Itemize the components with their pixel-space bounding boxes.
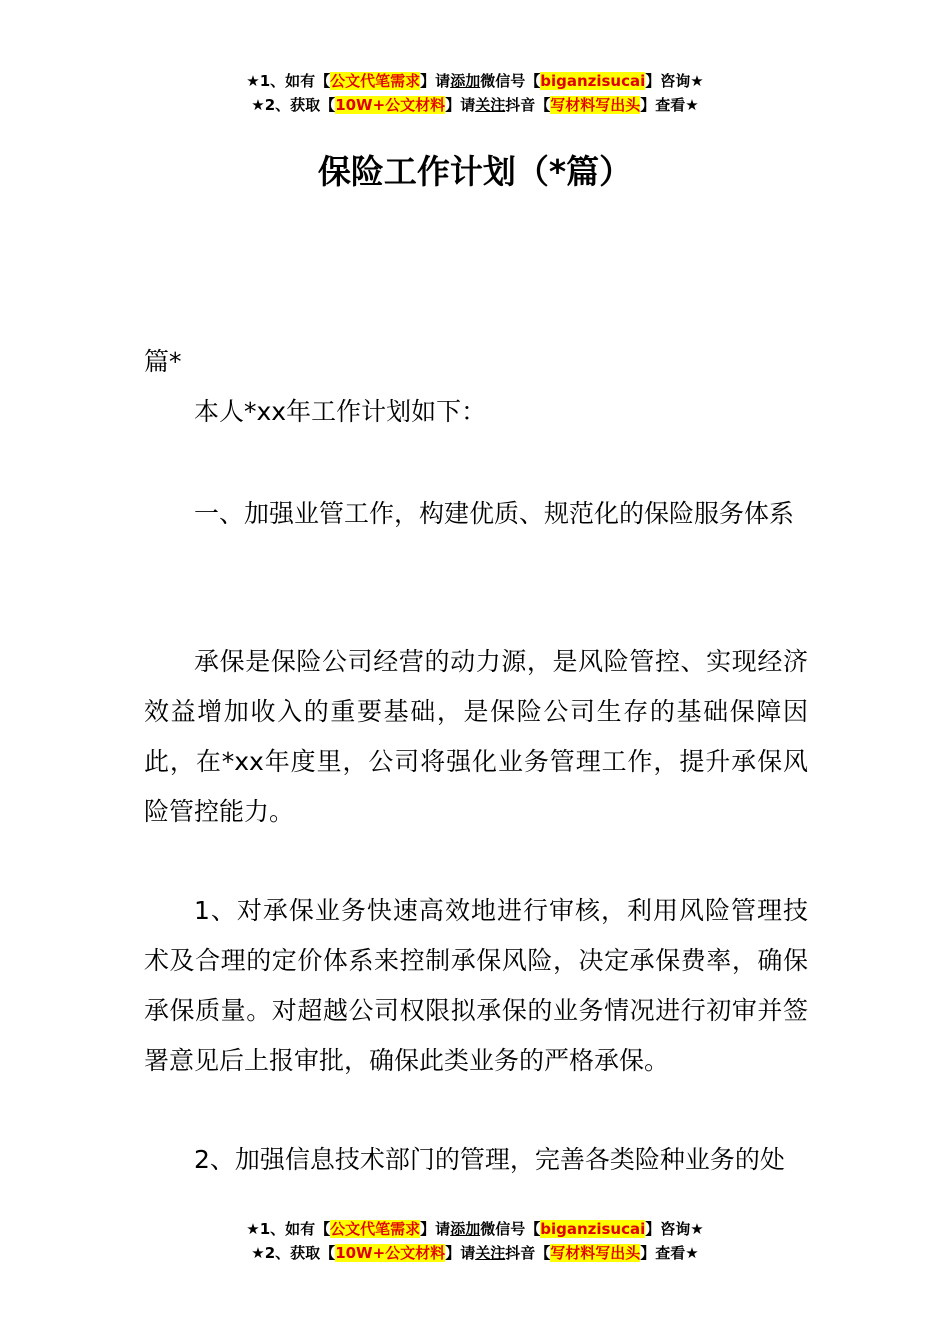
banner-highlight: biganzisucai	[540, 1220, 646, 1238]
body-paragraph-text: 承保是保险公司经营的动力源，是风险管控、实现经济效益增加收入的重要基础，是保险公司生存的基础保障因此，在*xx年度里，公司将强化业务管理工作，提升承保风险管控能力。	[144, 647, 808, 826]
banner-highlight: 写材料写出头	[550, 1244, 641, 1262]
banner-text: 】请	[445, 1244, 476, 1262]
banner-text: 】请	[445, 96, 476, 114]
banner-highlight: 10W+公文材料	[335, 1244, 446, 1262]
intro-paragraph	[144, 387, 808, 437]
banner-highlight: 公文代笔需求	[330, 1220, 421, 1238]
section-label	[144, 337, 808, 387]
banner-text: 】咨询★	[645, 1220, 704, 1238]
banner-underlined: 关注	[475, 1244, 506, 1262]
banner-text: ★2、获取【	[251, 1244, 336, 1262]
section-heading-text: 一、加强业管工作，构建优质、规范化的保险服务体系	[194, 499, 795, 528]
section-heading	[144, 489, 808, 539]
list-item-text: 2、加强信息技术部门的管理，完善各类险种业务的处	[194, 1145, 785, 1174]
header-banner	[0, 69, 950, 117]
list-item-text: 1、对承保业务快速高效地进行审核，利用风险管理技术及合理的定价体系来控制承保风险，决定承保费率，确保承保质量。对超越公司权限拟承保的业务情况进行初审并签署意见后上报审批，确保此类业务的严格承保。	[144, 896, 808, 1075]
section-label-text: 篇*	[144, 347, 182, 376]
banner-underlined: 添加	[450, 72, 481, 90]
banner-highlight: biganzisucai	[540, 72, 646, 90]
banner-underlined: 关注	[475, 96, 506, 114]
banner-highlight: 公文代笔需求	[330, 72, 421, 90]
intro-text: 本人*xx年工作计划如下：	[194, 397, 487, 426]
list-item	[144, 1135, 808, 1185]
banner-line-1	[0, 1217, 950, 1241]
footer-banner	[0, 1217, 950, 1265]
banner-line-1	[0, 69, 950, 93]
banner-text: 微信号【	[480, 1220, 541, 1238]
banner-line-2	[0, 93, 950, 117]
banner-text: 】咨询★	[645, 72, 704, 90]
document-title: 保险工作计划（*篇）	[317, 152, 633, 191]
banner-text: 抖音【	[505, 96, 551, 114]
banner-text: 】请	[420, 1220, 451, 1238]
banner-text: 】请	[420, 72, 451, 90]
banner-line-2	[0, 1241, 950, 1265]
banner-text: 抖音【	[505, 1244, 551, 1262]
banner-text: ★2、获取【	[251, 96, 336, 114]
banner-text: ★1、如有【	[246, 72, 331, 90]
banner-text: 】查看★	[640, 1244, 699, 1262]
banner-underlined: 添加	[450, 1220, 481, 1238]
body-paragraph	[144, 637, 808, 837]
banner-text: ★1、如有【	[246, 1220, 331, 1238]
banner-highlight: 写材料写出头	[550, 96, 641, 114]
banner-text: 】查看★	[640, 96, 699, 114]
list-item	[144, 886, 808, 1086]
banner-text: 微信号【	[480, 72, 541, 90]
banner-highlight: 10W+公文材料	[335, 96, 446, 114]
